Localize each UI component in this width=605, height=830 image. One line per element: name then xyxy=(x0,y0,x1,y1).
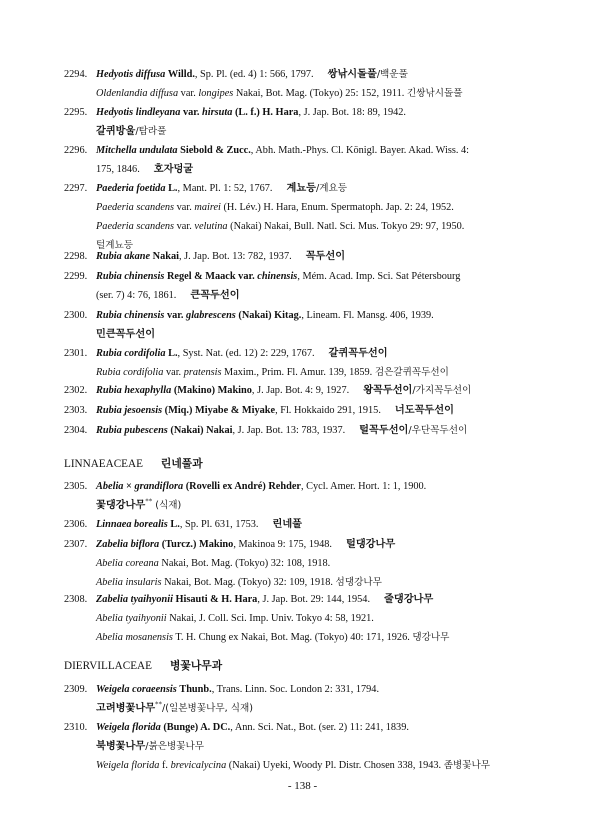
synonym-line: Abelia insularis Nakai, Bot. Mag. (Tokyo) 32: 109, 1918. 섬댕강나무 xyxy=(96,577,382,588)
species-entry-2298: 2298. Rubia akane Nakai, J. Jap. Bot. 13: 782, 1937. 꼭두선이 xyxy=(64,247,549,266)
synonym-line: Abelia tyaihyonii Nakai, J. Coll. Sci. Imp. Univ. Tokyo 4: 58, 1921. xyxy=(96,613,374,624)
korean-alt-name: /백운풀 xyxy=(376,69,408,80)
korean-name: 린네풀 xyxy=(272,519,303,530)
korean-name: 줄댕강나무 xyxy=(384,594,434,605)
citation: , Sp. Pl. (ed. 4) 1: 566, 1797. xyxy=(194,69,314,80)
species-entry-2306: 2306. Linnaea borealis L., Sp. Pl. 631, 1753. 린네풀 xyxy=(64,515,549,534)
species-entry-2294 xyxy=(64,65,549,103)
korean-name: 계뇨등 xyxy=(286,183,317,194)
entry-number: 2298. xyxy=(64,251,88,262)
species-entry-2301: 2301. Rubia cordifolia L., Syst. Nat. (ed. 12) 2: 229, 1767. 갈퀴꼭두선이 Rubia cordifolia var. pratensis Maxim., Prim. Fl. Amur. 139, 1859. 검은갈퀴꼭두선이 xyxy=(64,344,549,382)
species-entry-2295: 2295. Hedyotis lindleyana var. hirsuta (L. f.) H. Hara, J. Jap. Bot. 18: 89, 1942. 갈퀴방울/탐라풀 xyxy=(64,103,549,141)
species-entry-2308: 2308. Zabelia tyaihyonii Hisauti & H. Hara, J. Jap. Bot. 29: 144, 1954. 줄댕강나무 Abelia tyaihyonii Nakai, J. Coll. Sci. Imp. Univ. Tokyo 4: 58, 1921. Abelia mosanensis T. H. Chung ex Nakai, Bot. Mag. (Tokyo) 40: 171, 1926. 댕강나무 xyxy=(64,590,549,647)
entry-number: 2307. xyxy=(64,539,88,550)
species-entry-2300: 2300. Rubia chinensis var. glabrescens (Nakai) Kitag., Lineam. Fl. Mansg. 406, 1939. 민큰꼭두선이 xyxy=(64,306,549,344)
korean-name: 북병꽃나무 xyxy=(96,741,146,752)
synonym-line: Abelia coreana Nakai, Bot. Mag. (Tokyo) 32: 108, 1918. xyxy=(96,558,331,569)
korean-name: 꽃댕강나무 xyxy=(96,500,146,511)
entry-number: 2302. xyxy=(64,385,88,396)
synonym-line: Paederia scandens var. velutina (Nakai) Nakai, Bull. Natl. Sci. Mus. Tokyo 29: 97, 1950. xyxy=(96,221,465,232)
entry-number: 2295. xyxy=(64,107,88,118)
synonym-line: Paederia scandens var. mairei (H. Lév.) H. Hara, Enum. Spermatoph. Jap. 2: 24, 1952. xyxy=(96,202,454,213)
korean-name: 꼭두선이 xyxy=(305,251,346,262)
species-entry-2309: 2309. Weigela coraeensis Thunb., Trans. Linn. Soc. London 2: 331, 1794. 고려병꽃나무**/(일본병꽃나무, 식재) xyxy=(64,680,549,718)
entry-number: 2299. xyxy=(64,271,88,282)
korean-name: 쌍낚시돌풀 xyxy=(327,69,377,80)
species-entry-2296: 2296. Mitchella undulata Siebold & Zucc., Abh. Math.-Phys. Cl. Königl. Bayer. Akad. Wiss. 4: 175, 1846. 호자덩굴 xyxy=(64,141,549,179)
entry-number: 2294. xyxy=(64,69,88,80)
korean-name: 고려병꽃나무 xyxy=(96,703,156,714)
synonym-line: Oldenlandia diffusa var. longipes Nakai, Bot. Mag. (Tokyo) 25: 152, 1911. 긴쌍낚시돌풀 xyxy=(96,88,463,99)
korean-name: 민큰꼭두선이 xyxy=(96,329,156,340)
species-name: Hedyotis diffusa xyxy=(96,69,166,80)
korean-name: 왕꼭두선이 xyxy=(363,385,413,396)
korean-name: 갈퀴방울 xyxy=(96,126,136,137)
synonym-line: Abelia mosanensis T. H. Chung ex Nakai, Bot. Mag. (Tokyo) 40: 171, 1926. 댕강나무 xyxy=(96,632,450,643)
page-number: - 138 - xyxy=(287,780,318,792)
korean-name: 너도꼭두선이 xyxy=(394,405,454,416)
family-heading: LINNAEACEAE 린네풀과 xyxy=(64,457,203,470)
species-entry-2305: 2305. Abelia × grandiflora (Rovelli ex André) Rehder, Cycl. Amer. Hort. 1: 1, 1900. 꽃댕강나무** (식재) xyxy=(64,477,549,515)
korean-name: 갈퀴꼭두선이 xyxy=(328,348,388,359)
korean-name: 털댕강나무 xyxy=(345,539,396,550)
entry-number: 2303. xyxy=(64,405,88,416)
entry-number: 2310. xyxy=(64,722,88,733)
species-entry-2304: 2304. Rubia pubescens (Nakai) Nakai, J. Jap. Bot. 13: 783, 1937. 털꼭두선이/우단꼭두선이 xyxy=(64,421,549,440)
synonym-line: Weigela florida f. brevicalycina (Nakai) Uyeki, Woody Pl. Distr. Chosen 338, 1943. 좀병꽃나무 xyxy=(96,760,491,771)
entry-number: 2296. xyxy=(64,145,88,156)
entry-number: 2309. xyxy=(64,684,88,695)
species-entry-2302: 2302. Rubia hexaphylla (Makino) Makino, J. Jap. Bot. 4: 9, 1927. 왕꼭두선이/가지꼭두선이 xyxy=(64,381,549,400)
species-entry-2310: 2310. Weigela florida (Bunge) A. DC., Ann. Sci. Nat., Bot. (ser. 2) 11: 241, 1839. 북병꽃나무/붉은병꽃나무 Weigela florida f. brevicalycina (Nakai) Uyeki, Woody Pl. Distr. Chosen 338, 1943. 좀병꽃나무 xyxy=(64,718,549,775)
synonym-line: Rubia cordifolia var. pratensis Maxim., Prim. Fl. Amur. 139, 1859. 검은갈퀴꼭두선이 xyxy=(96,367,449,378)
entry-number: 2305. xyxy=(64,481,88,492)
species-entry-2297: 2297. Paederia foetida L., Mant. Pl. 1: 52, 1767. 계뇨등/계요등 Paederia scandens var. mairei (H. Lév.) H. Hara, Enum. Spermatoph. Jap. 2: 24, 1952. Paederia scandens var. velutina (Nakai) Nakai, Bull. Natl. Sci. Mus. Tokyo 29: 97, 1950. 털계뇨등 xyxy=(64,179,549,255)
family-heading: DIERVILLACEAE 병꽃나무과 xyxy=(64,659,223,672)
korean-name: 호자덩굴 xyxy=(153,164,194,175)
entry-number: 2306. xyxy=(64,519,88,530)
species-entry-2299: 2299. Rubia chinensis Regel & Maack var. chinensis, Mém. Acad. Imp. Sci. Sat Pétersbourg (ser. 7) 4: 76, 1861. 큰꼭두선이 xyxy=(64,267,549,305)
entry-number: 2304. xyxy=(64,425,88,436)
species-entry-2303: 2303. Rubia jesoensis (Miq.) Miyabe & Miyake, Fl. Hokkaido 291, 1915. 너도꼭두선이 xyxy=(64,401,549,420)
korean-name: 큰꼭두선이 xyxy=(190,290,240,301)
entry-number: 2300. xyxy=(64,310,88,321)
korean-name: 털꼭두선이 xyxy=(359,425,409,436)
entry-number: 2308. xyxy=(64,594,88,605)
entry-number: 2301. xyxy=(64,348,88,359)
species-entry-2307: 2307. Zabelia biflora (Turcz.) Makino, Makinoa 9: 175, 1948. 털댕강나무 Abelia coreana Nakai, Bot. Mag. (Tokyo) 32: 108, 1918. Abelia insularis Nakai, Bot. Mag. (Tokyo) 32: 109, 1918. 섬댕강나무 xyxy=(64,535,549,592)
author: Willd. xyxy=(167,69,195,80)
entry-number: 2297. xyxy=(64,183,88,194)
